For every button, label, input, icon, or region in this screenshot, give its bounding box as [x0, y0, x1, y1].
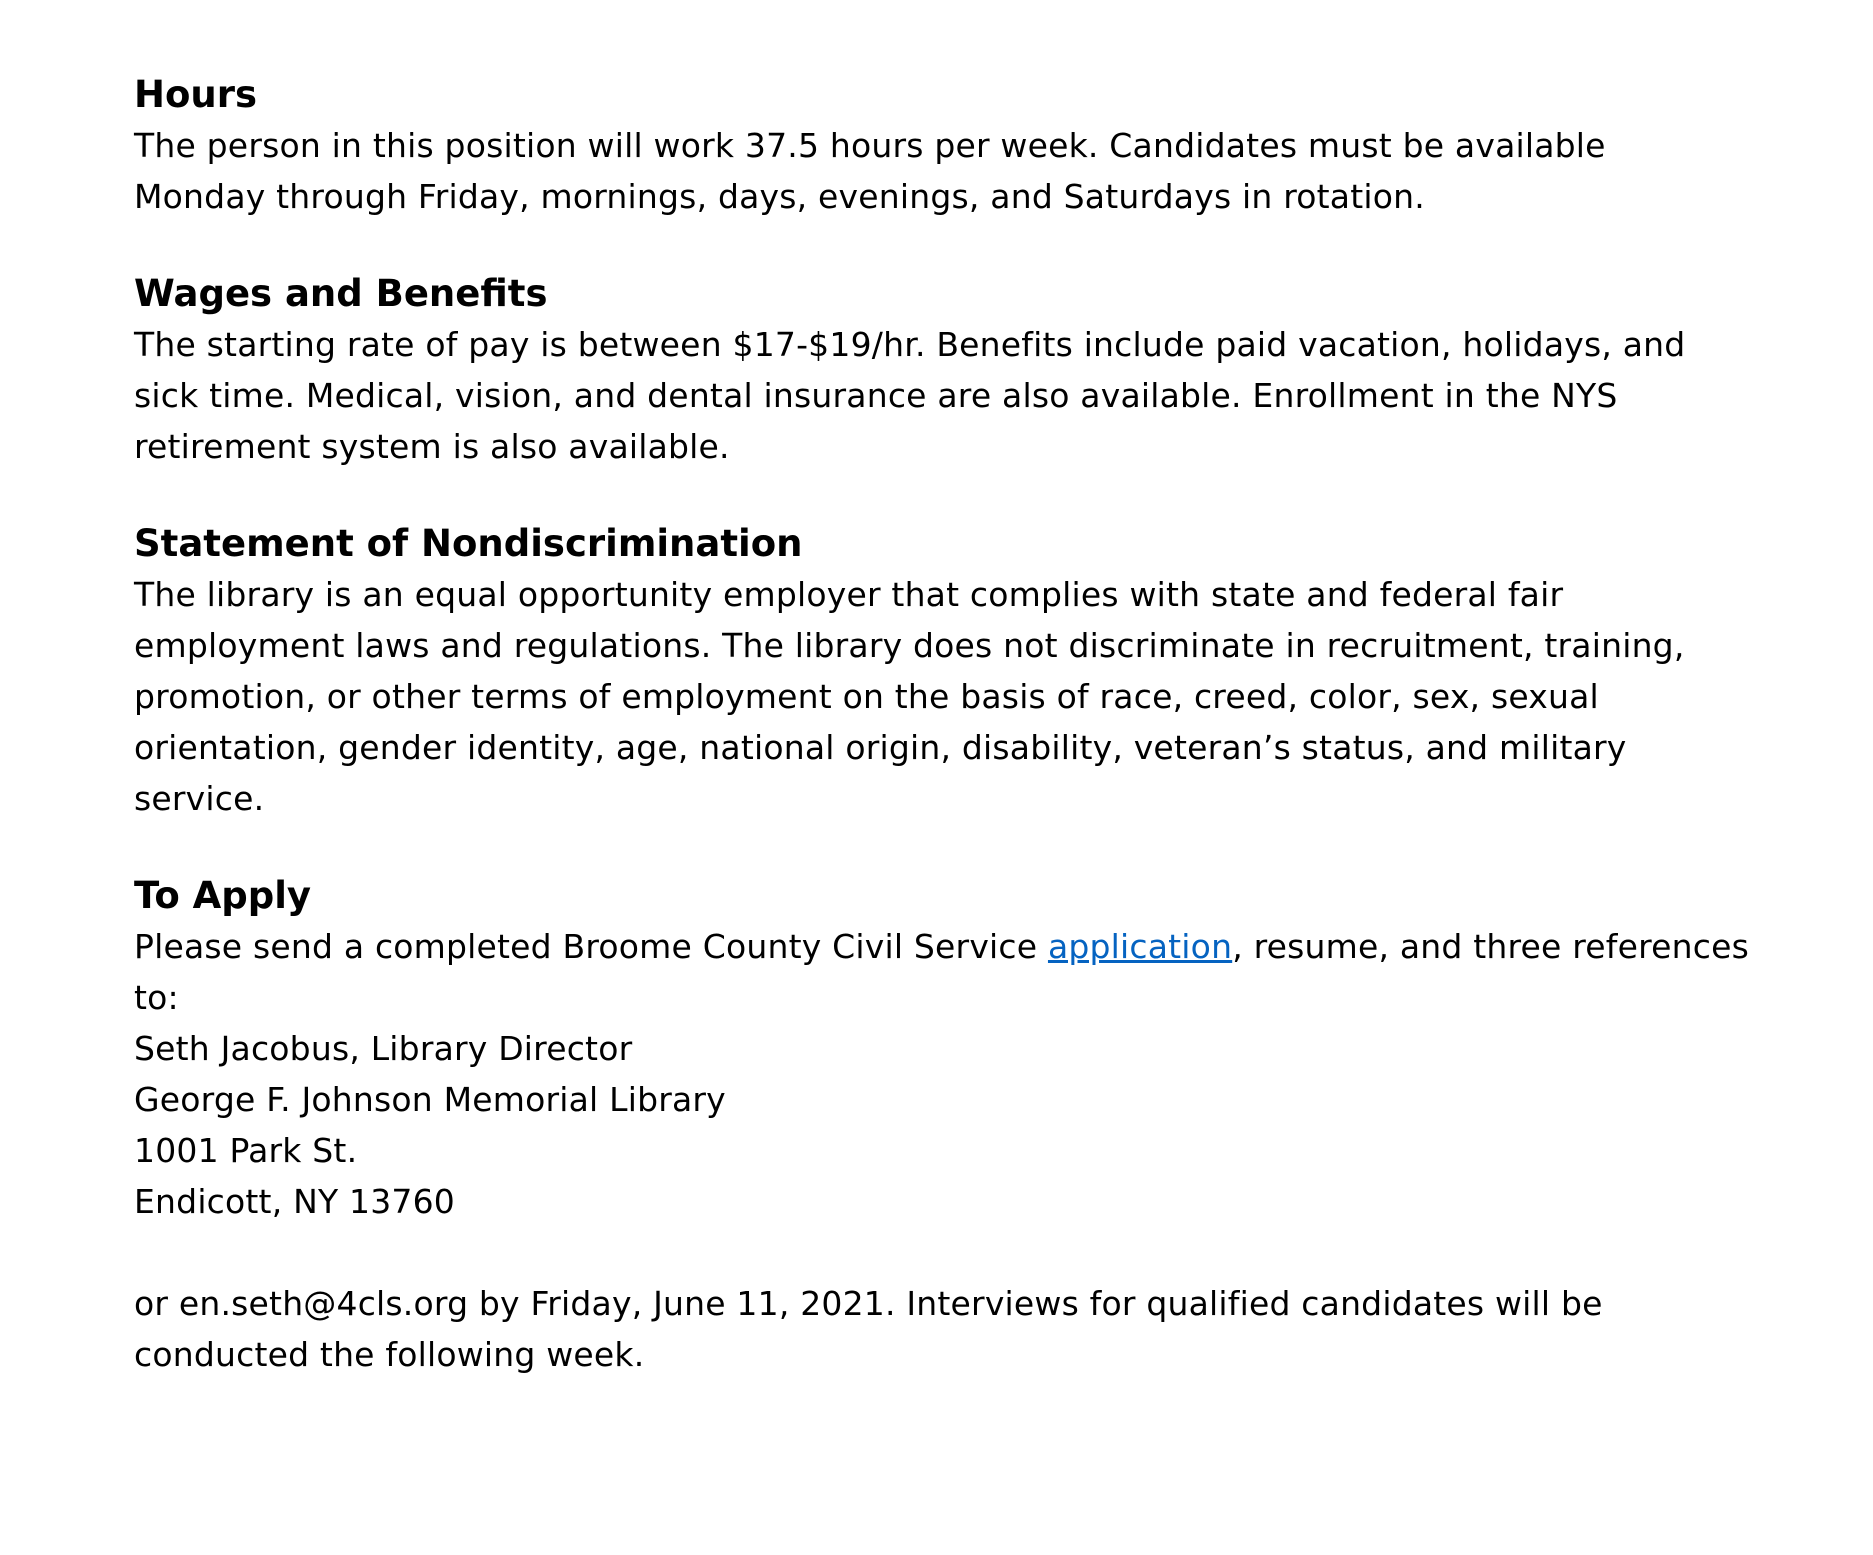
apply-section	[134, 871, 1834, 1380]
nondiscrimination-section	[134, 519, 1834, 824]
text-line: to:	[134, 978, 179, 1017]
hours-paragraph	[134, 120, 1834, 222]
apply-paragraph	[134, 921, 1834, 1227]
wages-section	[134, 269, 1834, 472]
address-line: George F. Johnson Memorial Library	[134, 1080, 726, 1119]
text-line: orientation, gender identity, age, national origin, disability, veteran’s status, and military	[134, 728, 1627, 767]
text-line: Monday through Friday, mornings, days, evenings, and Saturdays in rotation.	[134, 177, 1425, 216]
address-line: 1001 Park St.	[134, 1131, 358, 1170]
wages-heading: Wages and Benefits	[134, 272, 548, 315]
text-line: service.	[134, 779, 265, 818]
text-line: promotion, or other terms of employment on the basis of race, creed, color, sex, sexual	[134, 677, 1599, 716]
nondiscrimination-paragraph	[134, 569, 1834, 824]
apply-heading: To Apply	[134, 874, 312, 917]
hours-heading: Hours	[134, 73, 257, 116]
blank-line	[134, 1227, 1834, 1278]
address-line: Endicott, NY 13760	[134, 1182, 455, 1221]
text-line: or en.seth@4cls.org by Friday, June 11, 2021. Interviews for qualified candidates will be	[134, 1284, 1603, 1323]
wages-paragraph	[134, 319, 1834, 472]
apply-intro-text: Please send a completed Broome County Civil Service	[134, 927, 1048, 966]
apply-intro-line	[134, 921, 1834, 972]
closing-paragraph	[134, 1278, 1834, 1380]
nondiscrimination-heading: Statement of Nondiscrimination	[134, 522, 803, 565]
document-page	[134, 70, 1834, 1427]
text-line: employment laws and regulations. The library does not discriminate in recruitment, training,	[134, 626, 1685, 665]
address-line: Seth Jacobus, Library Director	[134, 1029, 633, 1068]
text-line: The person in this position will work 37.5 hours per week. Candidates must be available	[134, 126, 1606, 165]
apply-intro-rest: , resume, and three references	[1232, 927, 1749, 966]
text-line: conducted the following week.	[134, 1335, 645, 1374]
text-line: The starting rate of pay is between $17-$19/hr. Benefits include paid vacation, holidays, and	[134, 325, 1686, 364]
text-line: The library is an equal opportunity employer that complies with state and federal fair	[134, 575, 1564, 614]
application-link[interactable]: application	[1047, 927, 1233, 966]
text-line: sick time. Medical, vision, and dental insurance are also available. Enrollment in the NYS	[134, 376, 1618, 415]
text-line: retirement system is also available.	[134, 427, 730, 466]
hours-section	[134, 70, 1834, 222]
